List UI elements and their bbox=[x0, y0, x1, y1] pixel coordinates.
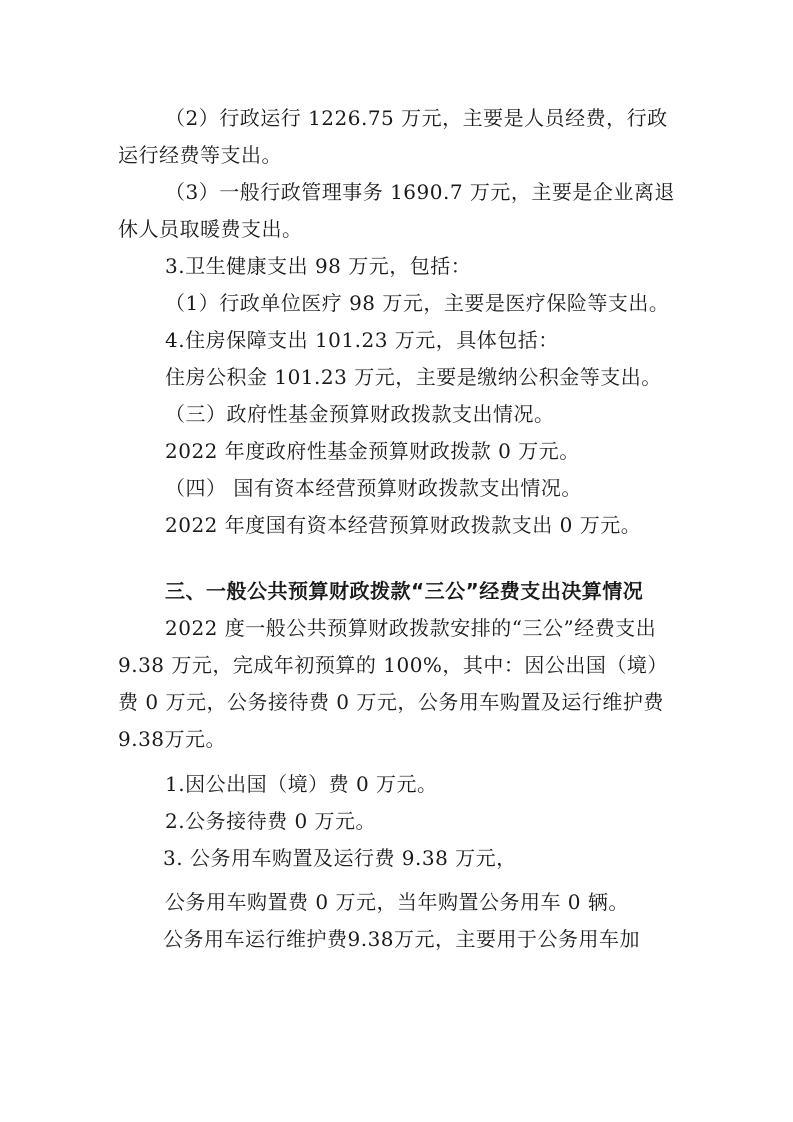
section-heading: 三、一般公共预算财政拨款“三公”经费支出决算情况 bbox=[165, 579, 644, 603]
paragraph-line: 9.38 万元，完成年初预算的 100%，其中：因公出国（境） bbox=[118, 653, 668, 677]
paragraph-line: （2）行政运行 1226.75 万元，主要是人员经费，行政 bbox=[165, 106, 668, 130]
paragraph-line: 住房公积金 101.23 万元，主要是缴纳公积金等支出。 bbox=[165, 365, 662, 389]
paragraph-line: 2022 年度国有资本经营预算财政拨款支出 0 万元。 bbox=[165, 513, 642, 537]
paragraph-line: 9.38万元。 bbox=[118, 727, 227, 751]
paragraph-line: 运行经费等支出。 bbox=[118, 143, 282, 167]
paragraph-line: 公务用车运行维护费9.38万元，主要用于公务用车加 bbox=[163, 927, 641, 951]
paragraph-line: 3.卫生健康支出 98 万元，包括： bbox=[165, 254, 472, 278]
paragraph-line: 1.因公出国（境）费 0 万元。 bbox=[165, 772, 438, 796]
paragraph-line: 2.公务接待费 0 万元。 bbox=[165, 809, 377, 833]
paragraph-line: （1）行政单位医疗 98 万元，主要是医疗保险等支出。 bbox=[165, 291, 670, 315]
paragraph-line: 休人员取暖费支出。 bbox=[118, 217, 303, 241]
paragraph-line: 3. 公务用车购置及运行费 9.38 万元， bbox=[163, 846, 517, 870]
paragraph-line: 2022 年度政府性基金预算财政拨款 0 万元。 bbox=[165, 439, 580, 463]
paragraph-line: （三）政府性基金预算财政拨款支出情况。 bbox=[165, 402, 555, 426]
paragraph-line: 公务用车购置费 0 万元，当年购置公务用车 0 辆。 bbox=[165, 890, 629, 914]
paragraph-line: 2022 度一般公共预算财政拨款安排的“三公”经费支出 bbox=[165, 616, 657, 640]
paragraph-line: （四） 国有资本经营预算财政拨款支出情况。 bbox=[165, 476, 582, 500]
paragraph-line: 4.住房保障支出 101.23 万元，具体包括： bbox=[165, 328, 559, 352]
paragraph-line: 费 0 万元，公务接待费 0 万元，公务用车购置及运行维护费 bbox=[118, 690, 664, 714]
paragraph-line: （3）一般行政管理事务 1690.7 万元，主要是企业离退 bbox=[165, 180, 675, 204]
